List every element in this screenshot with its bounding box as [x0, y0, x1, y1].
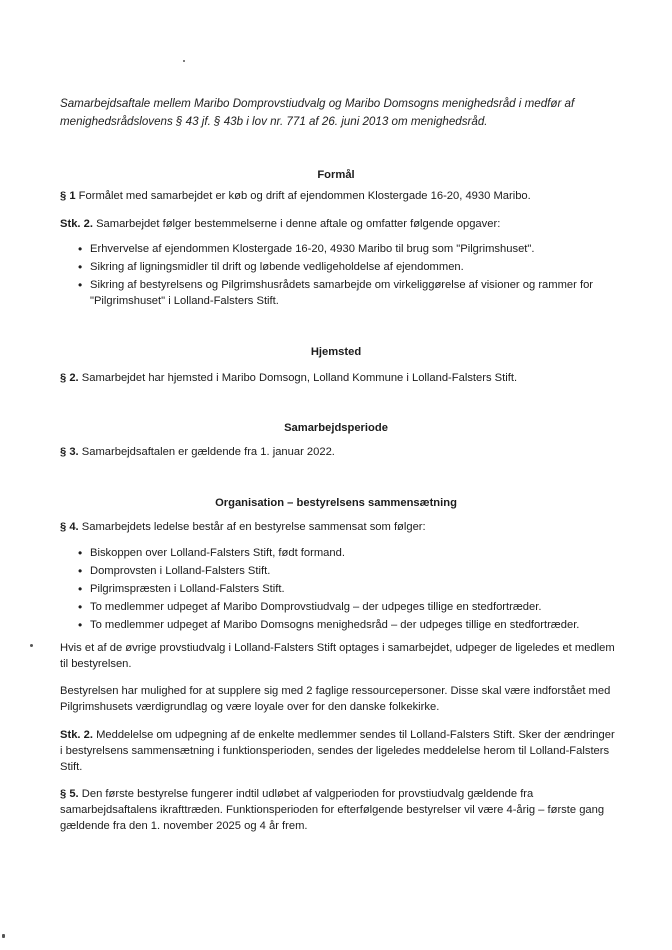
paragraph-4-text: Samarbejdets ledelse består af en bestyrelse sammensat som følger:: [78, 521, 426, 533]
paragraph-2: [60, 370, 620, 386]
scan-speck: [30, 644, 33, 647]
intro-paragraph: Samarbejdsaftale mellem Maribo Domprovstiudvalg og Maribo Domsogns menighedsråd i medfør af menighedsrådslovens § 43 jf. § 43b i lov nr. 771 af 26. juni 2013 om menighedsråd.: [60, 97, 575, 128]
heading-hjemsted: Hjemsted: [310, 346, 362, 358]
stk-2-text: Meddelelse om udpegning af de enkelte medlemmer sendes til Lolland-Falsters Stift. Sker der ændringer i bestyrelsens sammensætning i funktionsperioden, sendes der ligeledes meddelelse herom til Lolland-Falsters Stift.: [60, 729, 615, 773]
paragraph-2-text: Samarbejdet har hjemsted i Maribo Domsogn, Lolland Kommune i Lolland-Falsters Stift.: [78, 372, 518, 384]
list-item: • Pilgrimspræsten i Lolland-Falsters Stift.: [60, 581, 620, 597]
list-item: • To medlemmer udpeget af Maribo Domprovstiudvalg – der udpeges tillige en stedfortræder.: [60, 599, 620, 615]
paragraph-1-stk-2: [60, 216, 620, 232]
paragraph-5-text: Den første bestyrelse fungerer indtil udløbet af valgperioden for provstiudvalg gældende fra samarbejdsaftalens ikrafttræden. Funktionsperioden for efterfølgende bestyrelser vil være 4-årig – første gang gældende fra den 1. november 2025 og 4 år frem.: [60, 788, 605, 832]
paragraph-5-label: § 5.: [60, 788, 79, 800]
heading-organisation: Organisation – bestyrelsens sammensætning: [215, 497, 457, 509]
paragraph-5: [60, 786, 620, 834]
scan-speck: [183, 60, 185, 62]
paragraph-3-text: Samarbejdsaftalen er gældende fra 1. januar 2022.: [78, 446, 335, 458]
stk-2-label: Stk. 2.: [60, 218, 93, 230]
stk-2-text: Samarbejdet følger bestemmelserne i denne aftale og omfatter følgende opgaver:: [92, 218, 501, 230]
paragraph-2-label: § 2.: [60, 372, 79, 384]
paragraph-1-label: § 1: [60, 190, 76, 202]
paragraph-4: [60, 519, 620, 535]
scan-speck: [2, 934, 5, 938]
stk-2-label: Stk. 2.: [60, 729, 93, 741]
list-item: • Biskoppen over Lolland-Falsters Stift, født formand.: [60, 545, 620, 561]
formaal-task-list: [60, 241, 620, 311]
paragraph-3-label: § 3.: [60, 446, 79, 458]
paragraph-4-label: § 4.: [60, 521, 79, 533]
paragraph-4-stk-2: [60, 727, 620, 775]
heading-formaal: Formål: [317, 169, 355, 181]
paragraph-hvis: Hvis et af de øvrige provstiudvalg i Lolland-Falsters Stift optages i samarbejdet, udpeger de ligeledes et medlem til bestyrelsen.: [60, 642, 615, 670]
list-item: • Erhvervelse af ejendommen Klostergade 16-20, 4930 Maribo til brug som "Pilgrimshuset".: [60, 241, 620, 257]
paragraph-1-text: Formålet med samarbejdet er køb og drift af ejendommen Klostergade 16-20, 4930 Maribo.: [75, 190, 531, 202]
paragraph-bestyrelsen: Bestyrelsen har mulighed for at supplere sig med 2 faglige ressourcepersoner. Disse skal være indforstået med Pilgrimshusets værdigrundlag og være loyale over for den danske folkekirke.: [60, 685, 611, 713]
list-item: • To medlemmer udpeget af Maribo Domsogns menighedsråd – der udpeges tillige en stedfortræder.: [60, 617, 620, 633]
heading-samarbejdsperiode: Samarbejdsperiode: [284, 422, 388, 434]
board-member-list: [60, 545, 620, 635]
paragraph-3: [60, 444, 620, 460]
list-item: • Domprovsten i Lolland-Falsters Stift.: [60, 563, 620, 579]
list-item: • Sikring af bestyrelsens og Pilgrimshusrådets samarbejde om virkeliggørelse af visioner og rammer for "Pilgrimshuset" i Lolland-Falsters Stift.: [60, 277, 620, 309]
paragraph-1: [60, 188, 620, 204]
list-item: • Sikring af ligningsmidler til drift og løbende vedligeholdelse af ejendommen.: [60, 259, 620, 275]
